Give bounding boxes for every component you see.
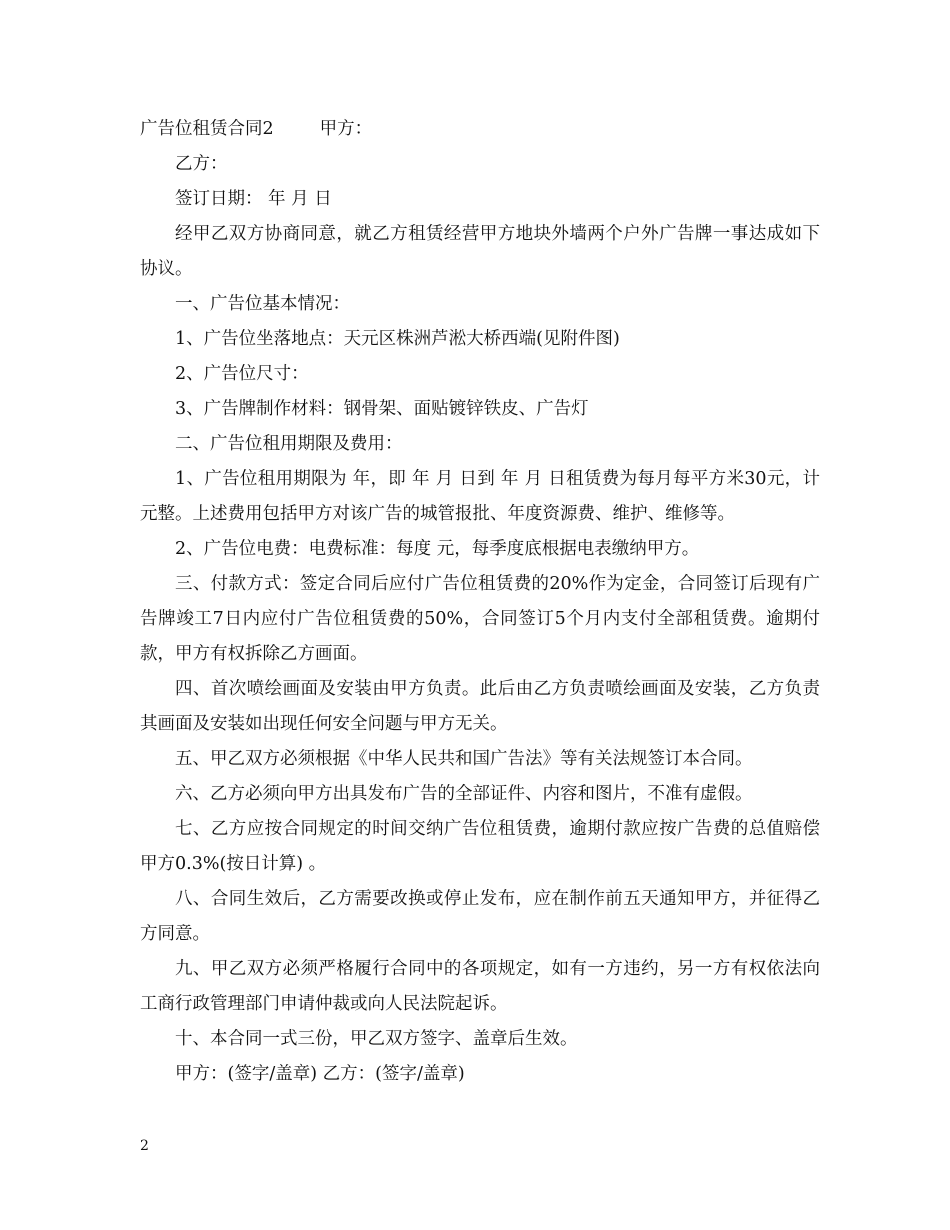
title-line (140, 112, 820, 147)
section-3-payment: 三、付款方式：签定合同后应付广告位租赁费的20%作为定金，合同签订后现有广告牌竣工7日内应付广告位租赁费的50%，合同签订5个月内支付全部租赁费。逾期付款，甲方有权拆除乙方画面。 (140, 574, 820, 664)
contract-title: 广告位租赁合同2 (140, 119, 274, 139)
section-10-copies: 十、本合同一式三份，甲乙双方签字、盖章后生效。 (175, 1029, 578, 1049)
section-4-installation: 四、首次喷绘画面及安装由甲方负责。此后由乙方负责喷绘画面及安装，乙方负责其画面及安装如出现任何安全问题与甲方无关。 (140, 679, 820, 734)
clause-2-2: 2、广告位电费：电费标准：每度 元，每季度底根据电表缴纳甲方。 (175, 539, 700, 559)
section-1-heading: 一、广告位基本情况： (175, 294, 350, 314)
intro-paragraph: 经甲乙双方协商同意，就乙方租赁经营甲方地块外墙两个户外广告牌一事达成如下协议。 (140, 224, 820, 279)
section-5-law: 五、甲乙双方必须根据《中华人民共和国广告法》等有关法规签订本合同。 (175, 749, 753, 769)
page-number: 2 (140, 1138, 149, 1154)
clause-1-1: 1、广告位坐落地点：天元区株洲芦淞大桥西端(见附件图) (175, 329, 620, 349)
party-b-line: 乙方： (175, 154, 228, 174)
clause-1-2: 2、广告位尺寸： (175, 364, 309, 384)
clause-1-3: 3、广告牌制作材料：钢骨架、面贴镀锌铁皮、广告灯 (175, 399, 589, 419)
signing-date-line: 签订日期： 年 月 日 (175, 189, 332, 209)
section-7-late-payment: 七、乙方应按合同规定的时间交纳广告位租赁费，逾期付款应按广告费的总值赔偿甲方0.3%(按日计算) 。 (140, 819, 820, 874)
section-6-documents: 六、乙方必须向甲方出具发布广告的全部证件、内容和图片，不准有虚假。 (175, 784, 753, 804)
section-8-changes: 八、合同生效后，乙方需要改换或停止发布，应在制作前五天通知甲方，并征得乙方同意。 (140, 889, 820, 944)
signature-line: 甲方：(签字/盖章) 乙方：(签字/盖章) (175, 1064, 465, 1084)
clause-2-1: 1、广告位租用期限为 年，即 年 月 日到 年 月 日租赁费为每月每平方米30元，计 元整。上述费用包括甲方对该广告的城管报批、年度资源费、维护、维修等。 (140, 469, 820, 524)
section-9-breach: 九、甲乙双方必须严格履行合同中的各项规定，如有一方违约，另一方有权依法向工商行政管理部门申请仲裁或向人民法院起诉。 (140, 959, 820, 1014)
party-a-label: 甲方： (319, 119, 373, 139)
section-2-heading: 二、广告位租用期限及费用： (175, 434, 403, 454)
contract-body (140, 112, 820, 1092)
